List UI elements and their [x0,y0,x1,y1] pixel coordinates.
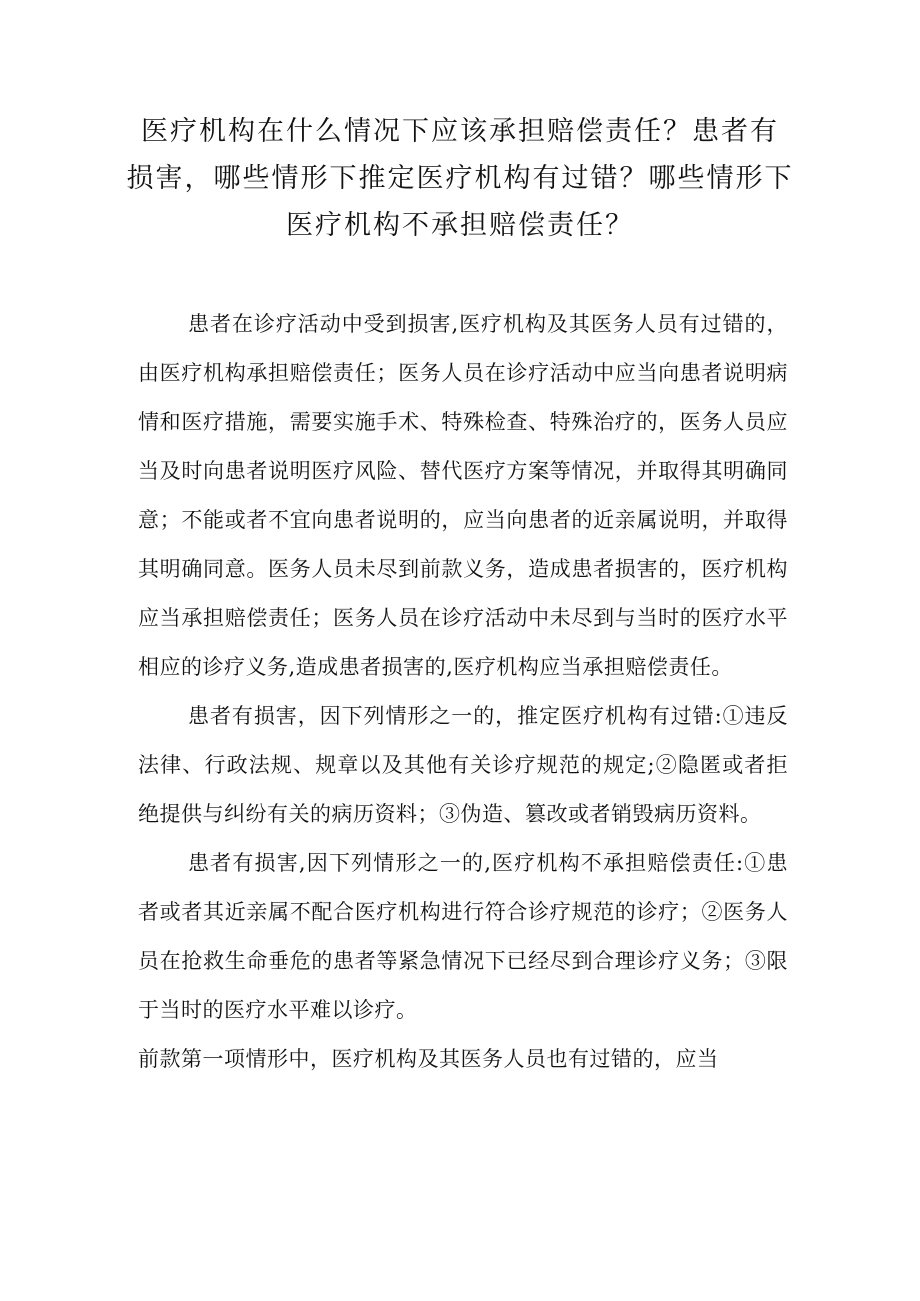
paragraph-presumed-fault: 患者有损害，因下列情形之一的，推定医疗机构有过错:①违反法律、行政法规、规章以及其他有关诊疗规范的规定;②隐匿或者拒绝提供与纠纷有关的病历资料；③伪造、篡改或者销毁病历资料。 [138,704,788,826]
paragraph-continuation: 前款第一项情形中，医疗机构及其医务人员也有过错的，应当 [138,1047,719,1071]
title-line-2: 损害，哪些情形下推定医疗机构有过错？哪些情形下 [126,163,794,194]
document-title [120,108,800,249]
paragraph-liability: 患者在诊疗活动中受到损害,医疗机构及其医务人员有过错的，由医疗机构承担赔偿责任；医务人员在诊疗活动中应当向患者说明病情和医疗措施，需要实施手术、特殊检查、特殊治疗的，医务人员应当及时向患者说明医疗风险、替代医疗方案等情况，并取得其明确同意；不能或者不宜向患者说明的，应当向患者的近亲属说明，并取得其明确同意。医务人员未尽到前款义务，造成患者损害的，医疗机构应当承担赔偿责任；医务人员在诊疗活动中未尽到与当时的医疗水平相应的诊疗义务,造成患者损害的,医疗机构应当承担赔偿责任。 [138,312,788,679]
paragraph-no-liability: 患者有损害,因下列情形之一的,医疗机构不承担赔偿责任:①患者或者其近亲属不配合医疗机构进行符合诊疗规范的诊疗；②医务人员在抢救生命垂危的患者等紧急情况下已经尽到合理诊疗义务；③限于当时的医疗水平难以诊疗。 [138,851,788,1022]
title-line-3: 医疗机构不承担赔偿责任？ [286,210,634,241]
document-body [138,300,788,1084]
title-line-1: 医疗机构在什么情况下应该承担赔偿责任？患者有 [141,116,779,147]
